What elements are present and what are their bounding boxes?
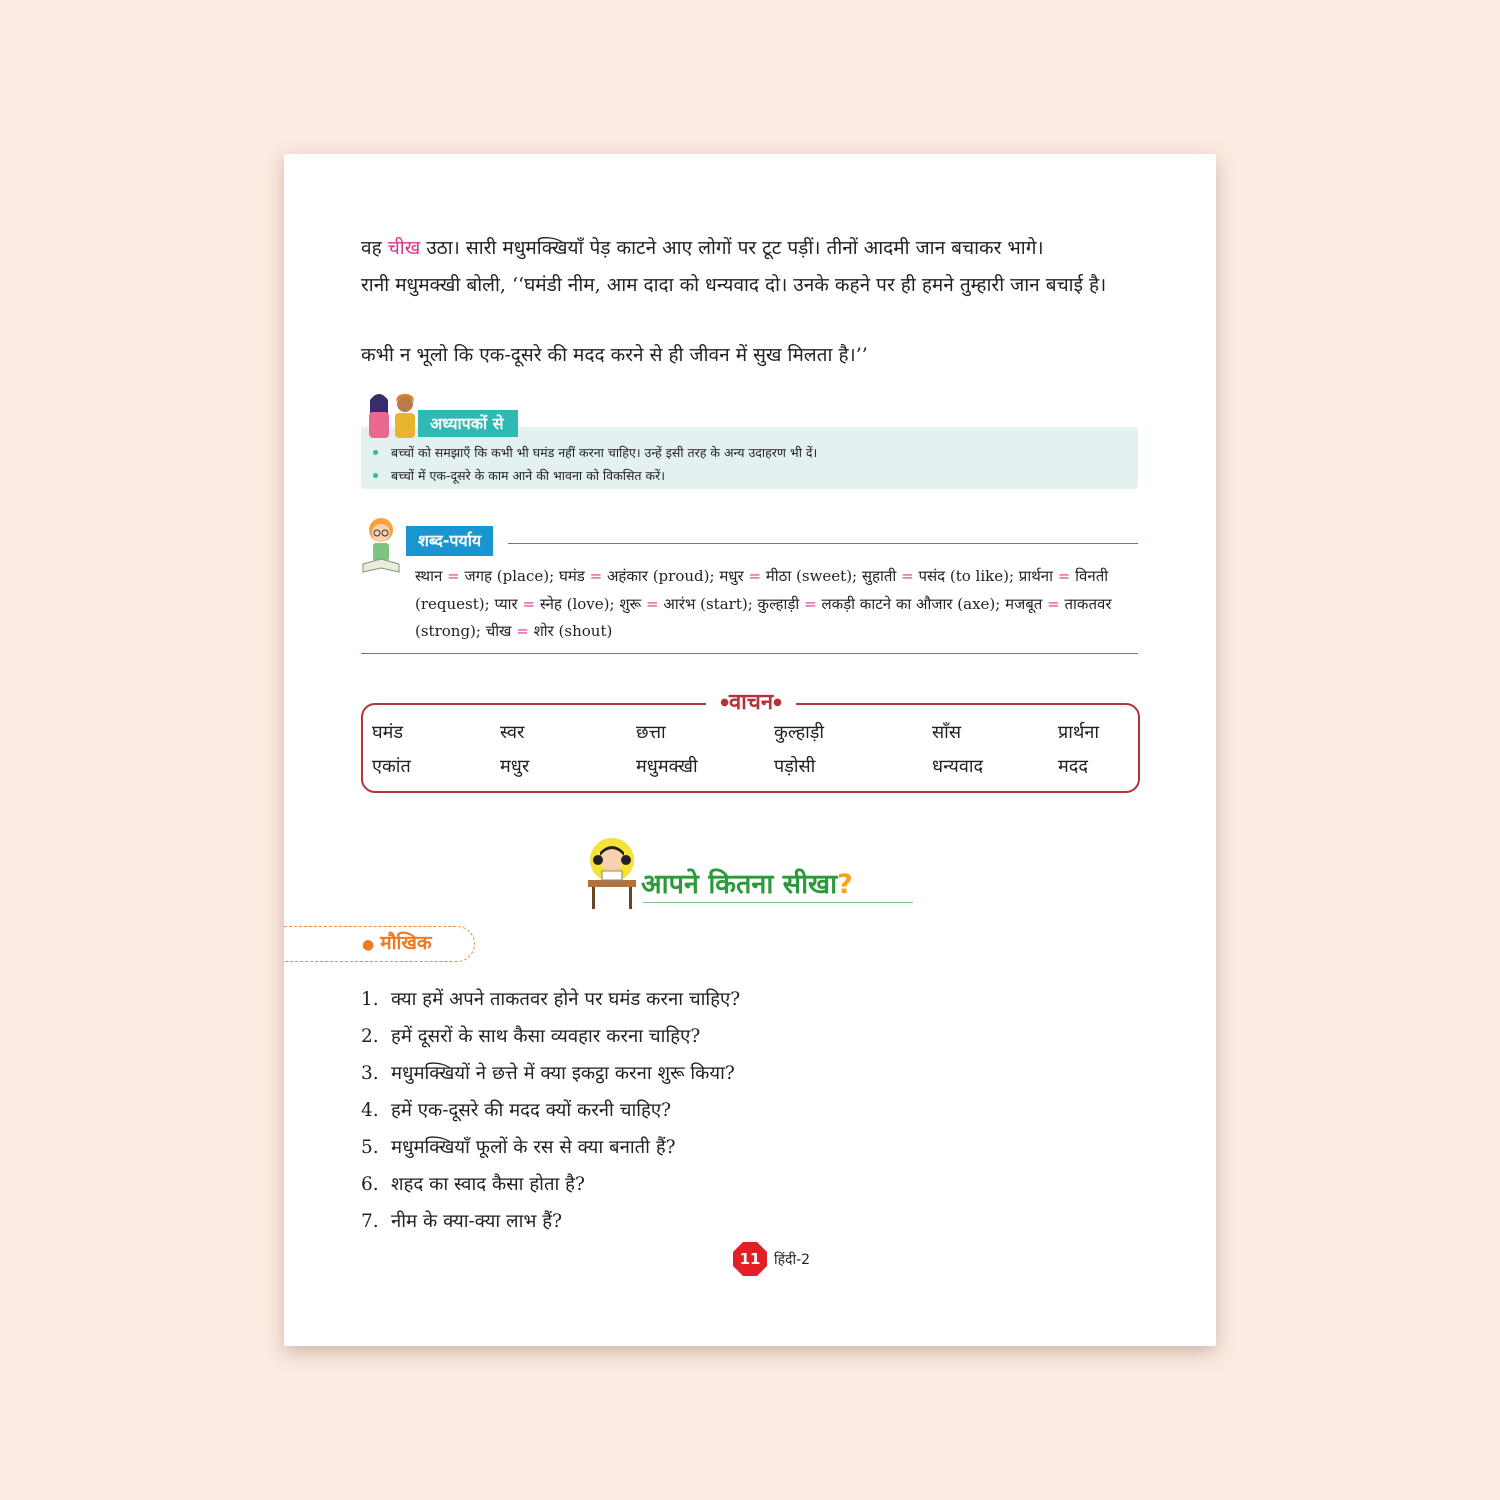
synonym-meaning: स्नेह (love);	[539, 594, 615, 613]
reading-word: साँस	[932, 722, 961, 743]
synonym-meaning: आरंभ (start);	[663, 594, 753, 613]
student-at-desk-icon	[584, 838, 640, 912]
reading-girl-icon	[361, 514, 405, 576]
equals-sign: =	[522, 594, 536, 613]
question-text: हमें एक-दूसरे की मदद क्यों करनी चाहिए?	[391, 1100, 672, 1121]
teacher-note-item: बच्चों में एक-दूसरे के काम आने की भावना को विकसित करें।	[391, 464, 1138, 487]
reading-word: पड़ोसी	[774, 756, 816, 777]
reading-word: एकांत	[372, 756, 411, 777]
story-paragraph-2: रानी मधुमक्खी बोली, ‘‘घमंडी नीम, आम दादा को धन्यवाद दो। उनके कहने पर ही हमने तुम्हारी जान बचाई है।	[361, 274, 1107, 296]
reading-words-title: ●वाचन●	[706, 685, 796, 721]
question-text: नीम के क्या-क्या लाभ हैं?	[391, 1211, 563, 1232]
question-item	[361, 1018, 740, 1055]
reading-word: प्रार्थना	[1058, 722, 1100, 743]
synonym-word: चीख	[485, 622, 512, 640]
question-number: 4.	[361, 1100, 379, 1121]
reading-word: मधुमक्खी	[636, 756, 698, 777]
question-text: हमें दूसरों के साथ कैसा व्यवहार करना चाहिए?	[391, 1026, 701, 1047]
synonym-word: स्थान	[415, 567, 443, 585]
story-line-1	[361, 232, 1151, 265]
page-number-badge	[732, 1241, 768, 1277]
reading-word: कुल्हाड़ी	[774, 722, 825, 743]
question-list	[361, 981, 740, 1240]
question-number: 1.	[361, 989, 379, 1010]
oral-section-label	[362, 928, 432, 960]
story-line-1-end: उठा। सारी मधुमक्खियाँ पेड़ काटने आए लोगों पर टूट पड़ीं। तीनों आदमी जान बचाकर भागे।	[420, 237, 1044, 259]
equals-sign: =	[589, 567, 603, 585]
page-number: 11	[739, 1250, 761, 1268]
synonyms-title: शब्द-पर्याय	[406, 526, 493, 556]
equals-sign: =	[901, 567, 914, 585]
question-number: 7.	[361, 1211, 379, 1232]
equals-sign: =	[646, 594, 659, 613]
synonyms-list	[415, 563, 1141, 646]
bullet-icon: ●	[362, 937, 375, 953]
synonym-meaning: शोर (shout)	[533, 622, 613, 640]
story-line-1-start: वह	[361, 237, 388, 259]
synonym-word: घमंड	[558, 567, 585, 585]
question-item	[361, 1166, 740, 1203]
synonyms-divider-top	[508, 543, 1138, 544]
question-item	[361, 1203, 740, 1240]
question-number: 6.	[361, 1174, 379, 1195]
question-text: क्या हमें अपने ताकतवर होने पर घमंड करना चाहिए?	[391, 989, 741, 1010]
reading-word: मदद	[1058, 756, 1088, 777]
synonym-meaning: ताकतवर (strong);	[415, 594, 1112, 640]
question-number: 5.	[361, 1137, 379, 1158]
story-paragraph-3: कभी न भूलो कि एक-दूसरे की मदद करने से ही जीवन में सुख मिलता है।’’	[361, 344, 868, 366]
synonym-word: कुल्हाड़ी	[757, 594, 800, 613]
synonym-word: शुरू	[619, 594, 642, 613]
question-item	[361, 981, 740, 1018]
question-number: 3.	[361, 1063, 379, 1084]
textbook-page	[284, 154, 1216, 1346]
section-title	[641, 864, 853, 901]
equals-sign: =	[1057, 567, 1071, 585]
synonym-word: प्यार	[494, 594, 518, 613]
equals-sign: =	[748, 567, 762, 585]
teacher-note-item: बच्चों को समझाएँ कि कभी भी घमंड नहीं करना चाहिए। उन्हें इसी तरह के अन्य उदाहरण भी दें।	[391, 441, 1138, 464]
highlighted-word: चीख	[387, 237, 421, 259]
section-title-underline	[643, 902, 913, 903]
section-title-text: आपने कितना सीखा	[641, 869, 838, 900]
question-item	[361, 1055, 740, 1092]
question-item	[361, 1129, 740, 1166]
question-text: मधुमक्खियों ने छत्ते में क्या इकट्ठा करना शुरू किया?	[391, 1063, 735, 1084]
reading-words-title-text: वाचन	[728, 690, 774, 715]
equals-sign: =	[447, 567, 460, 585]
equals-sign: =	[516, 622, 529, 640]
question-text: शहद का स्वाद कैसा होता है?	[391, 1174, 585, 1195]
synonym-word: मजबूत	[1005, 594, 1043, 613]
oral-section-label-text: मौखिक	[380, 932, 432, 954]
synonyms-divider-bottom	[361, 653, 1138, 654]
synonym-meaning: पसंद (to like);	[918, 567, 1015, 585]
reading-word: स्वर	[500, 722, 525, 743]
question-text: मधुमक्खियाँ फूलों के रस से क्या बनाती हैं?	[391, 1137, 676, 1158]
synonym-word: प्रार्थना	[1018, 567, 1054, 585]
question-number: 2.	[361, 1026, 379, 1047]
reading-word: घमंड	[372, 722, 404, 743]
reading-word: धन्यवाद	[932, 756, 984, 777]
synonym-meaning: अहंकार (proud);	[606, 567, 715, 585]
equals-sign: =	[1047, 594, 1060, 613]
teacher-note-title: अध्यापकों से	[418, 410, 518, 437]
section-title-mark: ?	[837, 869, 853, 900]
synonym-meaning: मीठा (sweet);	[765, 567, 858, 585]
equals-sign: =	[804, 594, 817, 613]
question-item	[361, 1092, 740, 1129]
synonym-word: सुहाती	[861, 567, 897, 585]
synonym-meaning: जगह (place);	[464, 567, 555, 585]
synonym-meaning: विनती (request);	[415, 567, 1109, 613]
reading-word: मधुर	[500, 756, 530, 777]
synonym-meaning: लकड़ी काटने का औजार (axe);	[821, 594, 1001, 613]
book-name: हिंदी-2	[774, 1252, 811, 1268]
reading-word: छत्ता	[636, 722, 666, 743]
synonym-word: मधुर	[719, 567, 744, 585]
